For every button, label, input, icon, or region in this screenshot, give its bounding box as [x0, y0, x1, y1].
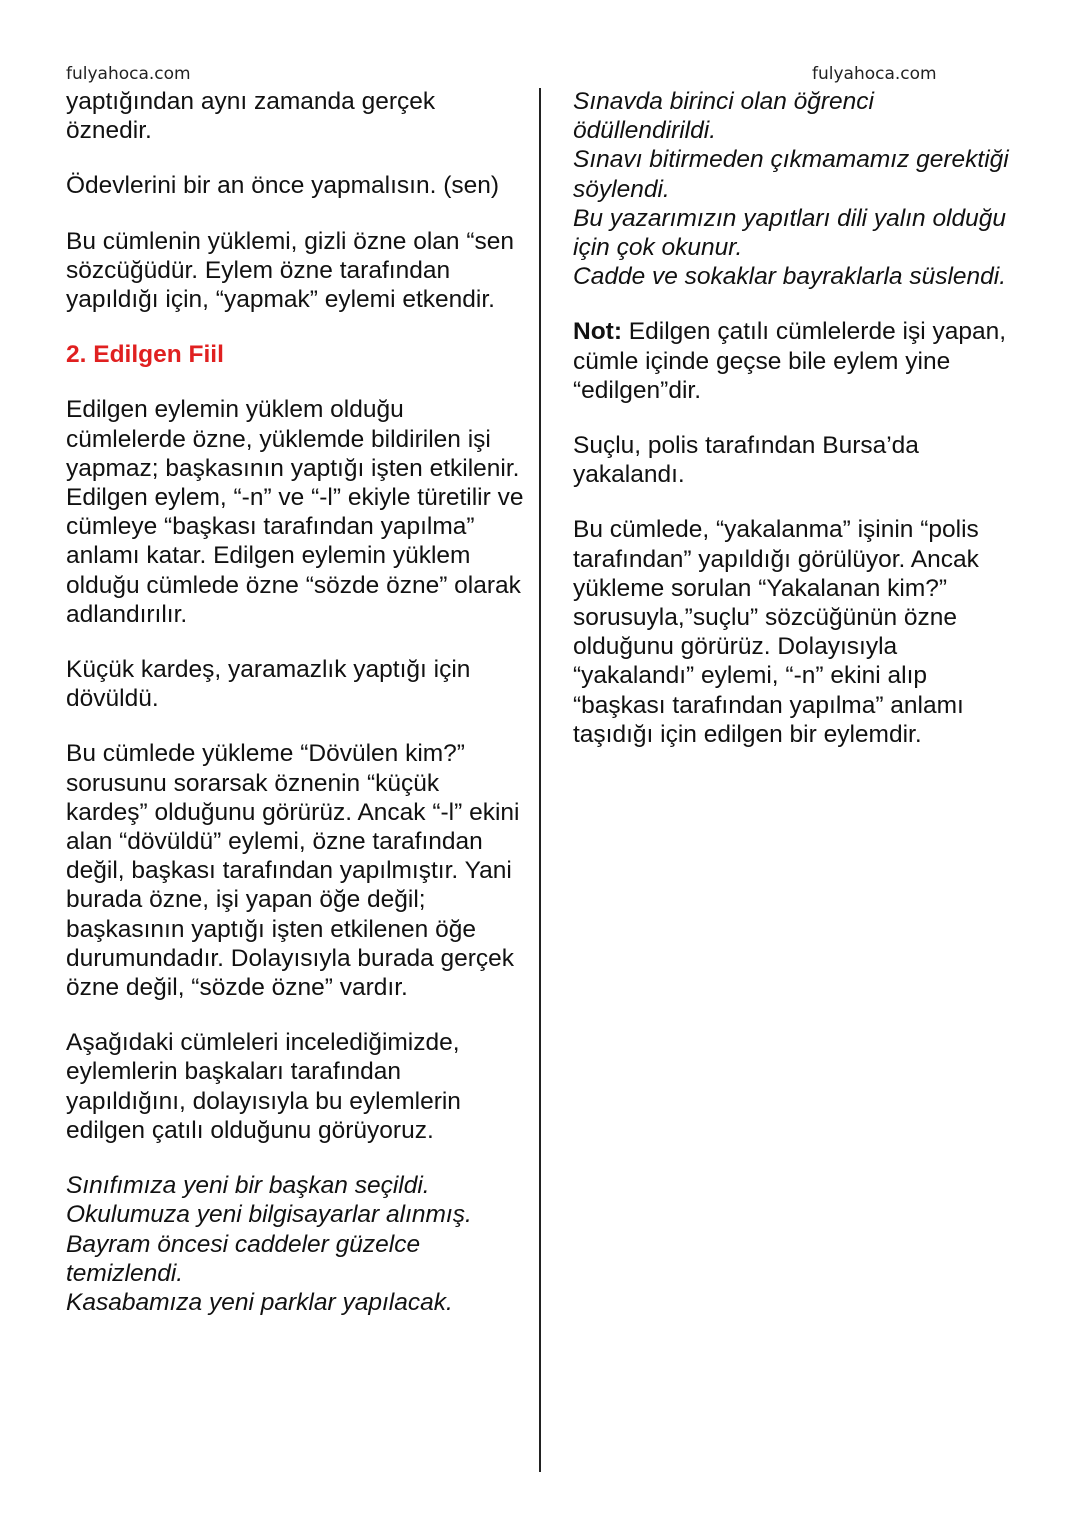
right-paragraph-2: Bu cümlede, “yakalanma” işinin “polis tarafından” yapıldığı görülüyor. Ancak yükleme sorulan “Yakalanan kim?” sorusuyla,”suçlu” sözcüğünün özne olduğunu görürüz. Dolayısıyla “yakalandı” eylemi, “-n” ekini alıp “başkası tarafından yapılma” anlamı taşıdığı için edilgen bir eylemdir. [573, 516, 979, 748]
example-sentence: Sınıfımıza yeni bir başkan seçildi. [66, 1172, 430, 1200]
left-paragraph-5: Küçük kardeş, yaramazlık yaptığı için dövüldü. [66, 656, 471, 713]
example-sentence: Cadde ve sokaklar bayraklarla süslendi. [573, 263, 1007, 291]
left-paragraph-4: Edilgen eylemin yüklem olduğu cümlelerde özne, yüklemde bildirilen işi yapmaz; başkasının yaptığı işten etkilenir. Edilgen eylem, “-n” ve “-l” ekiyle türetilir ve cümleye “başkası tarafından yapılma” anlamı katar. Edilgen eylemin yüklem olduğu cümlede özne “sözde özne” olarak adlandırılır. [66, 396, 524, 628]
header-site-left: fulyahoca.com [66, 64, 191, 84]
header-site-right: fulyahoca.com [812, 64, 937, 84]
column-divider [539, 88, 541, 1472]
right-column [573, 87, 1013, 775]
note-text: Edilgen çatılı cümlelerde işi yapan, cümle içinde geçse bile eylem yine “edilgen”dir. [573, 318, 1007, 404]
example-sentence: Bu yazarımızın yapıtları dili yalın olduğu için çok okunur. [573, 204, 1007, 262]
left-example-list [66, 1171, 526, 1317]
left-paragraph-3: Bu cümlenin yüklemi, gizli özne olan “sen sözcüğüdür. Eylem özne tarafından yapıldığı için, “yapmak” eylemi etkendir. [66, 227, 515, 314]
right-example-list [573, 87, 1013, 291]
example-sentence: Bayram öncesi caddeler güzelce temizlendi. [66, 1230, 421, 1287]
section-heading: 2. Edilgen Fiil [66, 341, 224, 369]
right-paragraph-1: Suçlu, polis tarafından Bursa’da yakalandı. [573, 432, 919, 489]
example-sentence: Okulumuza yeni bilgisayarlar alınmış. [66, 1201, 472, 1229]
note-label: Not: [573, 318, 622, 346]
left-paragraph-2: Ödevlerini bir an önce yapmalısın. (sen) [66, 172, 500, 200]
left-paragraph-6: Bu cümlede yükleme “Dövülen kim?” sorusunu sorarsak öznenin “küçük kardeş” olduğunu görürüz. Ancak “-l” ekini alan “dövüldü” eylemi, özne tarafından değil, başkası tarafından yapılmıştır. Yani burada özne, işi yapan öğe değil; başkasının yaptığı işten etkilenen öğe durumundadır. Dolayısıyla burada gerçek özne değil, “sözde özne” vardır. [66, 740, 520, 1002]
example-sentence: Sınavı bitirmeden çıkmamamız gerektiği söylendi. [573, 146, 1009, 203]
note-paragraph [573, 317, 1013, 405]
left-paragraph-1: yaptığından aynı zamanda gerçek öznedir. [66, 88, 436, 145]
left-paragraph-7: Aşağıdaki cümleleri incelediğimizde, eylemlerin başkaları tarafından yapıldığını, dolayısıyla bu eylemlerin edilgen çatılı olduğunu görüyoruz. [66, 1029, 461, 1144]
example-sentence: Kasabamıza yeni parklar yapılacak. [66, 1288, 453, 1316]
left-column [66, 87, 526, 1343]
example-sentence: Sınavda birinci olan öğrenci ödüllendirildi. [573, 88, 874, 145]
